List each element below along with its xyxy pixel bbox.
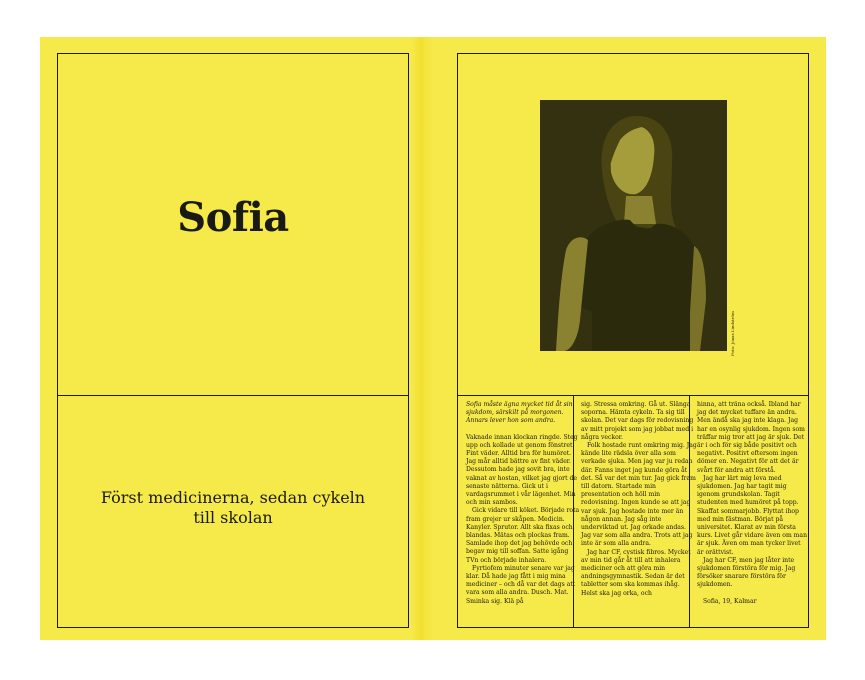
portrait-photo	[540, 100, 727, 351]
article-paragraph: Folk hostade runt omkring mig. Jag kände lite rädsla över alla som verkade sjuka. Men jag var ju redan där. Fanns inget jag kunde göra åt det. Så var det min tur. Jag gick fram till datorn. Startade min presentation och höll min redovisning. Ingen kunde se att jag var sjuk. Jag hostade inte mer än någon annan. Jag såg inte underviktad ut. Jag orkade andas. Jag var som alla andra. Trots att jag inte är som alla andra.	[581, 442, 697, 548]
article-column-3	[697, 401, 809, 606]
article-signature: Sofia, 19, Kalmar	[703, 597, 757, 605]
article-paragraph: sig. Stressa omkring. Gå ut. Slänga soporna. Hämta cykeln. Ta sig till skolan. Det var dags för redovisning av mitt projekt som jag jobbat med i några veckor.	[581, 401, 694, 441]
article-paragraph: Gick vidare till köket. Började rota fram grejer ur skåpen. Medicin. Kanyler. Sprutor. Allt ska fixas och blandas. Mätas och plockas fram. Samlade ihop det jag behövde och begav mig till soffan. Satte igång TVn och började inhalera.	[466, 507, 580, 564]
article-column-2	[581, 401, 697, 598]
article-paragraph: hinna, att träna också. Ibland har jag det mycket tuffare än andra. Men ändå ska jag inte klaga. Jag har en osynlig sjukdom. Ingen som träffar mig tror att jag är sjuk. Det är i och för sig både positivt och negativt. Positivt eftersom ingen dömer en. Negativt för att det är svårt för andra att förstå.	[697, 401, 805, 474]
article-column-1	[466, 401, 582, 606]
right-page-divider	[457, 395, 809, 396]
article-paragraph: Jag har lärt mig leva med sjukdomen. Jag har tagit mig igenom grundskolan. Tagit studenten med humöret på topp. Skaffat sommarjobb. Flyttat ihop med min fästman. Börjat på universitet. Klarat av min första kurs. Livet går vidare även om man är sjuk. Även om man tycker livet är orättvist.	[697, 474, 807, 556]
left-page-frame	[57, 53, 409, 628]
page-title: Sofia	[177, 194, 289, 241]
article-paragraph: Vaknade innan klockan ringde. Steg upp och kollade ut genom fönstret. Fint väder. Alltid bra för humöret. Jag mår alltid bättre av fint väder. Dessutom hade jag sovit bra, inte vaknat av hostan, vilket jag gjort de senaste nätterna. Gick ut i vardagsrummet i vår lägenhet. Min och min sambos.	[466, 433, 578, 507]
photo-credit: Foto: Jonas Lindström	[730, 311, 735, 356]
article-intro: Sofia måste ägna mycket tid åt sin sjukdom, särskilt på morgonen. Annars lever hon som andra.	[466, 401, 573, 425]
left-page-divider	[57, 395, 409, 396]
article-paragraph: Jag har CF, cystisk fibros. Mycket av min tid går åt till att inhalera mediciner och att göra min andningsgymnastik. Sedan är det tabletter som ska kommas ihåg. Helst ska jag orka, och	[581, 548, 691, 597]
article-paragraph: Fyrtiofem minuter senare var jag klar. Då hade jag fått i mig mina mediciner – och då var det dags att vara som alla andra. Dusch. Mat. Sminka sig. Klä på	[466, 564, 576, 605]
page-subtitle: Först medicinerna, sedan cykeln till skolan	[100, 488, 366, 527]
article-paragraph: Jag har CF, men jag låter inte sjukdomen förstöra för mig. Jag försöker snarare förstöra för sjukdomen.	[697, 556, 796, 589]
center-gutter	[412, 37, 434, 640]
